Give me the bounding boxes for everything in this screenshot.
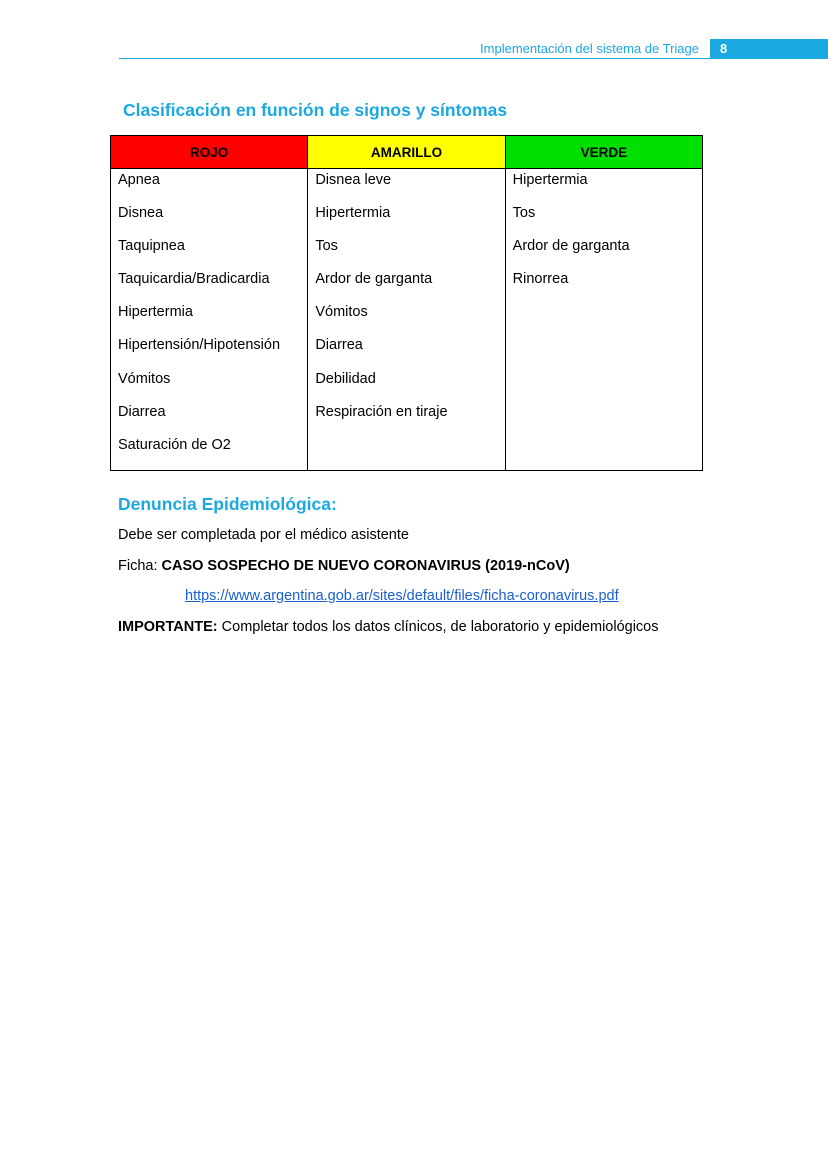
list-item: Diarrea (315, 337, 363, 354)
ficha-value: CASO SOSPECHO DE NUEVO CORONAVIRUS (2019-nCoV) (161, 558, 570, 574)
list-item: Hipertermia (118, 304, 193, 321)
table-body-row (111, 169, 703, 471)
list-item: Vómitos (315, 304, 368, 321)
list-item: Ardor de garganta (512, 238, 630, 255)
triage-classification-table (110, 135, 703, 471)
list-item: Taquipnea (118, 238, 185, 255)
list-item: Disnea (118, 205, 164, 222)
denuncia-line1: Debe ser completada por el médico asistente (118, 527, 409, 543)
list-item: Diarrea (118, 403, 166, 420)
column-header-amarillo: AMARILLO (308, 136, 505, 169)
list-item: Disnea leve (315, 172, 392, 188)
list-item: Apnea (118, 172, 160, 188)
importante-line (118, 619, 659, 635)
header-title: Implementación del sistema de Triage (480, 41, 699, 56)
column-amarillo (308, 169, 505, 471)
list-item: Respiración en tiraje (315, 403, 448, 420)
column-rojo (111, 169, 308, 471)
denuncia-title: Denuncia Epidemiológica: (118, 494, 337, 514)
column-header-verde: VERDE (505, 136, 702, 169)
column-verde (505, 169, 702, 471)
list-item: Taquicardia/Bradicardia (118, 271, 270, 288)
table-header-row (111, 136, 703, 169)
ficha-link[interactable]: https://www.argentina.gob.ar/sites/default/files/ficha-coronavirus.pdf (185, 588, 619, 604)
list-item: Hipertermia (512, 172, 588, 188)
importante-text: Completar todos los datos clínicos, de laboratorio y epidemiológicos (217, 619, 659, 635)
importante-label: IMPORTANTE: (118, 619, 218, 635)
ficha-label: Ficha: (118, 558, 162, 574)
list-item: Tos (512, 205, 536, 222)
list-item: Debilidad (315, 370, 376, 387)
list-item: Hipertermia (315, 205, 391, 222)
column-header-rojo: ROJO (111, 136, 308, 169)
section-title: Clasificación en función de signos y síntomas (123, 100, 508, 120)
page-number-badge: 8 (710, 39, 828, 58)
header-rule (119, 58, 828, 59)
ficha-line (118, 558, 570, 574)
list-item: Ardor de garganta (315, 271, 433, 288)
list-item: Rinorrea (512, 271, 569, 288)
ficha-link-line (185, 588, 619, 604)
list-item: Tos (315, 238, 338, 255)
list-item: Hipertensión/Hipotensión (118, 337, 281, 354)
list-item: Vómitos (118, 370, 171, 387)
list-item: Saturación de O2 (118, 436, 231, 453)
